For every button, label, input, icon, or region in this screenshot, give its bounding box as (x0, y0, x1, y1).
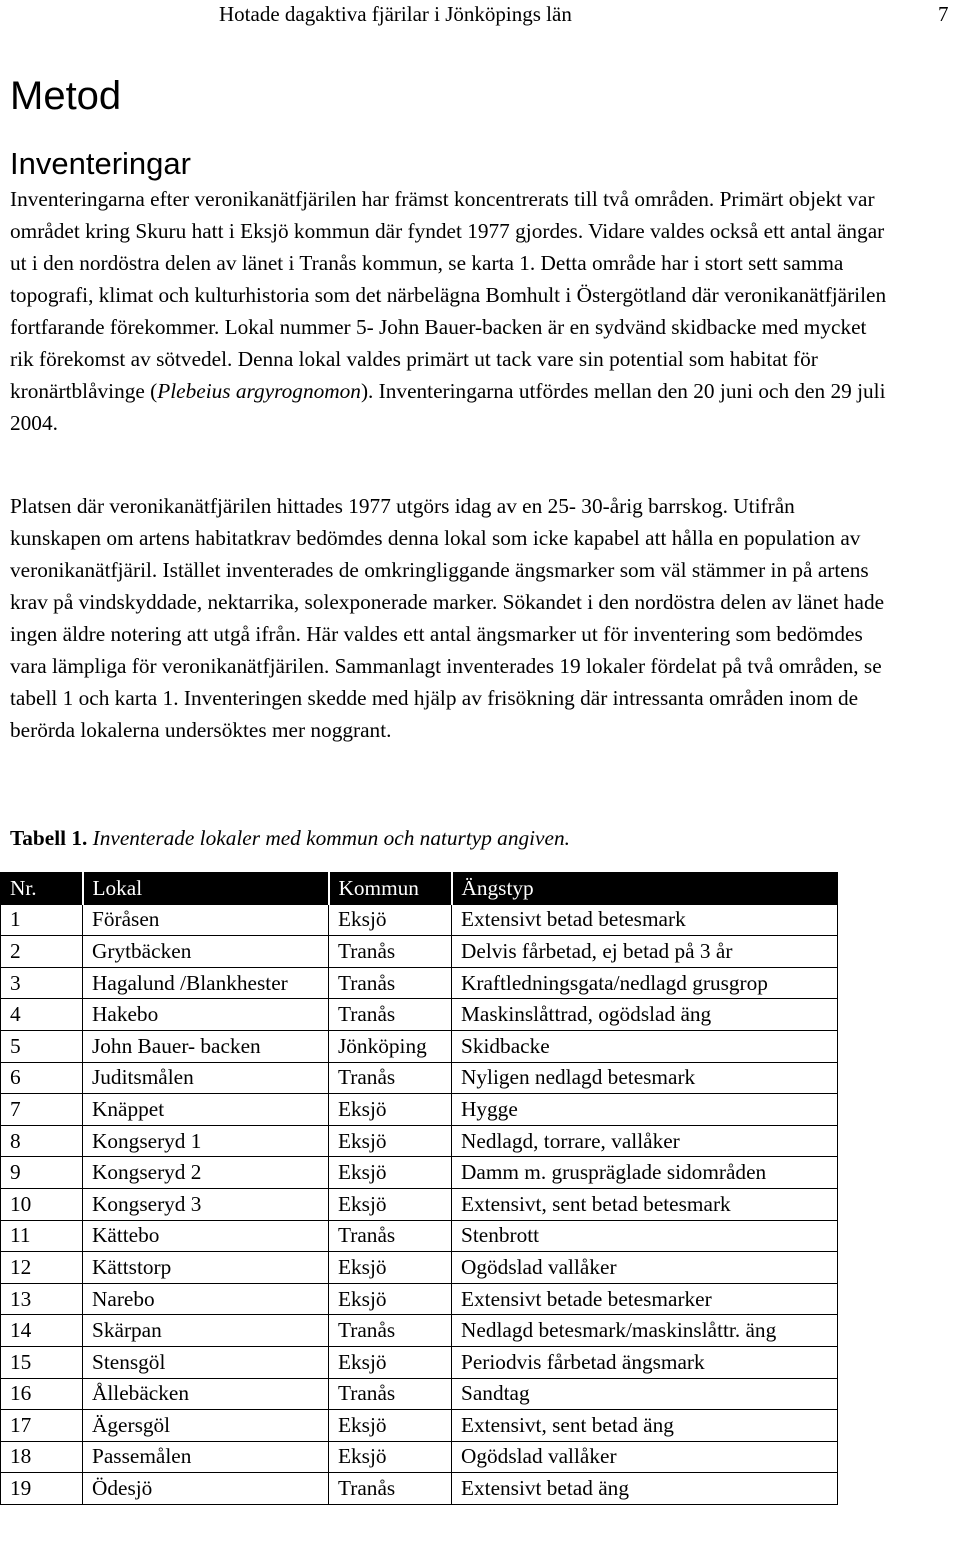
cell-kommun: Tranås (329, 1473, 452, 1505)
cell-angstyp: Hygge (452, 1094, 838, 1126)
paragraph-text-b: ). Inventeringarna utfördes mellan den 20 juni och den 29 juli 2004. (10, 379, 886, 435)
table-row (1, 1125, 838, 1157)
cell-kommun: Tranås (329, 1378, 452, 1410)
table-row (1, 1062, 838, 1094)
cell-kommun: Eksjö (329, 1094, 452, 1126)
caption-text: Inventerade lokaler med kommun och naturtyp angiven. (87, 826, 570, 850)
cell-lokal: Kongseryd 2 (83, 1157, 329, 1189)
cell-kommun: Eksjö (329, 1441, 452, 1473)
cell-angstyp: Kraftledningsgata/nedlagd grusgrop (452, 967, 838, 999)
cell-angstyp: Delvis fårbetad, ej betad på 3 år (452, 936, 838, 968)
table-row (1, 1346, 838, 1378)
header-nr: Nr. (1, 873, 83, 905)
cell-nr: 17 (1, 1410, 83, 1442)
cell-lokal: Föråsen (83, 904, 329, 936)
cell-nr: 12 (1, 1252, 83, 1284)
locations-table (0, 872, 838, 1505)
subsection-heading: Inventeringar (10, 146, 191, 181)
cell-nr: 6 (1, 1062, 83, 1094)
paragraph-text-a: Inventeringarna efter veronikanätfjärilen har främst koncentrerats till två områden. Primärt objekt var området kring Skuru hatt i Eksjö kommun där fyndet 1977 gjordes. Vidare valdes också ett antal ängar ut i den nordöstra delen av länet i Tranås kommun, se karta 1. Detta område har i stort sett samma topografi, klimat och kulturhistoria som det närbelägna Bomhult i Östergötland där veronikanätfjärilen fortfarande förekommer. Lokal nummer 5- John Bauer-backen är en sydvänd skidbacke med mycket rik förekomst av sötvedel. Denna lokal valdes primärt ut tack vare sin potential som habitat för kronärtblåvinge ( (10, 187, 887, 403)
cell-angstyp: Ogödslad vallåker (452, 1441, 838, 1473)
cell-angstyp: Extensivt betad äng (452, 1473, 838, 1505)
cell-nr: 8 (1, 1125, 83, 1157)
cell-kommun: Eksjö (329, 1157, 452, 1189)
cell-nr: 3 (1, 967, 83, 999)
header-lokal: Lokal (83, 873, 329, 905)
cell-kommun: Eksjö (329, 1283, 452, 1315)
cell-kommun: Eksjö (329, 1125, 452, 1157)
cell-kommun: Tranås (329, 1220, 452, 1252)
table-row (1, 1378, 838, 1410)
header-angstyp: Ängstyp (452, 873, 838, 905)
cell-angstyp: Periodvis fårbetad ängsmark (452, 1346, 838, 1378)
cell-lokal: Grytbäcken (83, 936, 329, 968)
cell-lokal: Kongseryd 3 (83, 1188, 329, 1220)
cell-nr: 9 (1, 1157, 83, 1189)
caption-label: Tabell 1. (10, 826, 88, 850)
cell-kommun: Eksjö (329, 1252, 452, 1284)
table-row (1, 1094, 838, 1126)
cell-kommun: Tranås (329, 999, 452, 1031)
cell-kommun: Tranås (329, 936, 452, 968)
cell-kommun: Tranås (329, 967, 452, 999)
cell-lokal: Knäppet (83, 1094, 329, 1126)
table-row (1, 1410, 838, 1442)
table-body (1, 904, 838, 1504)
cell-kommun: Jönköping (329, 1030, 452, 1062)
cell-nr: 15 (1, 1346, 83, 1378)
cell-angstyp: Skidbacke (452, 1030, 838, 1062)
cell-lokal: Kättebo (83, 1220, 329, 1252)
cell-nr: 11 (1, 1220, 83, 1252)
cell-nr: 1 (1, 904, 83, 936)
table-row (1, 1315, 838, 1347)
paragraph-site: Platsen där veronikanätfjärilen hittades 1977 utgörs idag av en 25- 30-årig barrskog. Utifrån kunskapen om artens habitatkrav bedömdes denna lokal som icke kapabel att hålla en population av veronikanätfjäril. Istället inventerades de omkringliggande ängsmarker som väl stämmer in på artens krav på vindskyddade, nektarrika, solexponerade marker. Sökandet i den nordöstra delen av länet hade ingen äldre notering att utgå ifrån. Här valdes ett antal ängsmarker ut för inventering som bedömdes vara lämpliga för veronikanätfjärilen. Sammanlagt inventerades 19 lokaler fördelat på två områden, se tabell 1 och karta 1. Inventeringen skedde med hjälp av frisökning där intressanta områden inom de berörda lokalerna undersöktes mer noggrant. (10, 494, 885, 742)
cell-lokal: Juditsmålen (83, 1062, 329, 1094)
cell-lokal: Kongseryd 1 (83, 1125, 329, 1157)
running-title: Hotade dagaktiva fjärilar i Jönköpings län (219, 2, 572, 26)
cell-nr: 10 (1, 1188, 83, 1220)
section-heading: Metod (10, 74, 122, 118)
cell-angstyp: Stenbrott (452, 1220, 838, 1252)
cell-lokal: Hakebo (83, 999, 329, 1031)
table-row (1, 1188, 838, 1220)
table-row (1, 904, 838, 936)
cell-kommun: Eksjö (329, 1188, 452, 1220)
cell-nr: 2 (1, 936, 83, 968)
species-name: Plebeius argyrognomon (157, 379, 361, 403)
cell-kommun: Eksjö (329, 1346, 452, 1378)
cell-angstyp: Extensivt betad betesmark (452, 904, 838, 936)
cell-angstyp: Extensivt, sent betad betesmark (452, 1188, 838, 1220)
cell-lokal: Passemålen (83, 1441, 329, 1473)
cell-lokal: Ägersgöl (83, 1410, 329, 1442)
cell-angstyp: Damm m. gruspräglade sidområden (452, 1157, 838, 1189)
cell-lokal: Stensgöl (83, 1346, 329, 1378)
cell-angstyp: Maskinslåttrad, ogödslad äng (452, 999, 838, 1031)
table-header-row (1, 873, 838, 905)
table-row (1, 1220, 838, 1252)
table-row (1, 967, 838, 999)
cell-nr: 19 (1, 1473, 83, 1505)
table-row (1, 936, 838, 968)
table-row (1, 1473, 838, 1505)
cell-angstyp: Extensivt betade betesmarker (452, 1283, 838, 1315)
cell-angstyp: Nedlagd betesmark/maskinslåttr. äng (452, 1315, 838, 1347)
cell-lokal: Ödesjö (83, 1473, 329, 1505)
cell-lokal: Kättstorp (83, 1252, 329, 1284)
cell-kommun: Eksjö (329, 1410, 452, 1442)
cell-nr: 16 (1, 1378, 83, 1410)
cell-angstyp: Extensivt, sent betad äng (452, 1410, 838, 1442)
table-row (1, 999, 838, 1031)
cell-angstyp: Nedlagd, torrare, vallåker (452, 1125, 838, 1157)
cell-kommun: Tranås (329, 1062, 452, 1094)
cell-nr: 18 (1, 1441, 83, 1473)
table-row (1, 1030, 838, 1062)
cell-angstyp: Nyligen nedlagd betesmark (452, 1062, 838, 1094)
table-caption (10, 826, 570, 851)
cell-lokal: Ållebäcken (83, 1378, 329, 1410)
cell-lokal: John Bauer- backen (83, 1030, 329, 1062)
cell-kommun: Tranås (329, 1315, 452, 1347)
cell-nr: 13 (1, 1283, 83, 1315)
cell-nr: 7 (1, 1094, 83, 1126)
table-row (1, 1157, 838, 1189)
cell-angstyp: Ogödslad vallåker (452, 1252, 838, 1284)
table-row (1, 1252, 838, 1284)
cell-kommun: Eksjö (329, 904, 452, 936)
table-row (1, 1441, 838, 1473)
cell-nr: 14 (1, 1315, 83, 1347)
cell-nr: 5 (1, 1030, 83, 1062)
cell-lokal: Narebo (83, 1283, 329, 1315)
paragraph-inventories (10, 183, 890, 439)
table-row (1, 1283, 838, 1315)
cell-angstyp: Sandtag (452, 1378, 838, 1410)
cell-nr: 4 (1, 999, 83, 1031)
cell-lokal: Skärpan (83, 1315, 329, 1347)
cell-lokal: Hagalund /Blankhester (83, 967, 329, 999)
page-number: 7 (938, 2, 949, 26)
header-kommun: Kommun (329, 873, 452, 905)
